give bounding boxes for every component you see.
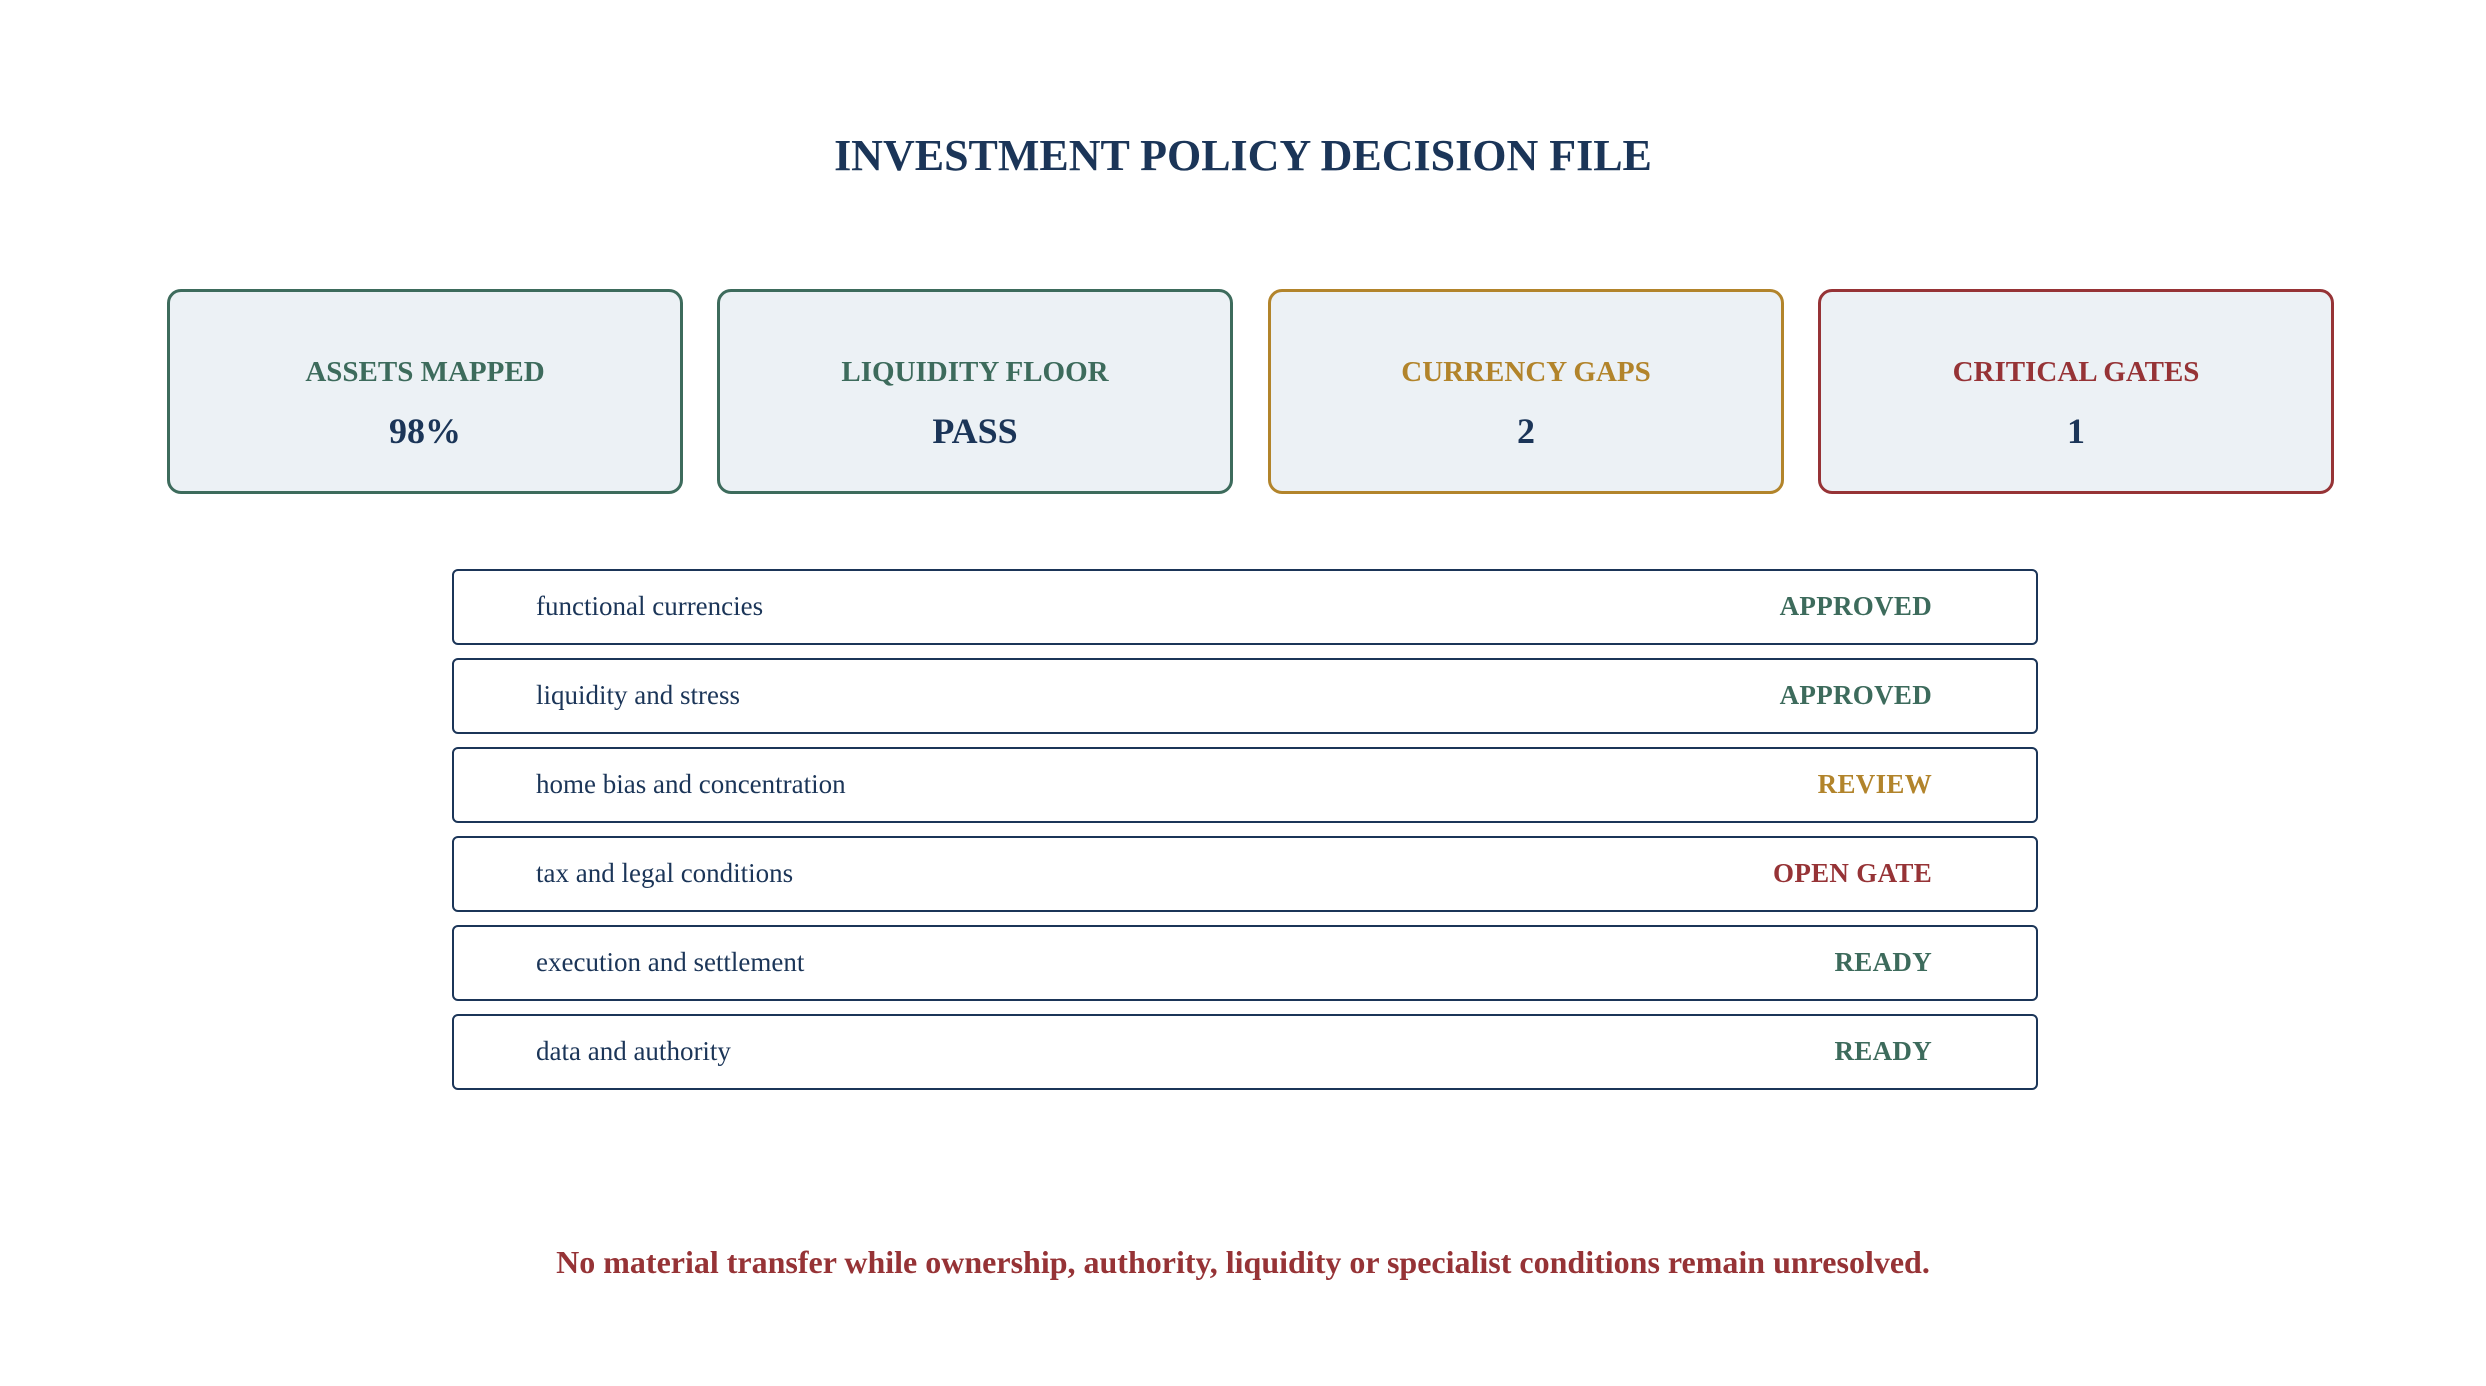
kpi-card-liquidity-floor — [717, 289, 1233, 494]
page-title: INVESTMENT POLICY DECISION FILE — [834, 131, 1652, 180]
kpi-card-currency-gaps — [1268, 289, 1784, 494]
footer-warning: No material transfer while ownership, authority, liquidity or specialist conditions remain unresolved. — [556, 1244, 1930, 1280]
kpi-value: 2 — [1517, 411, 1535, 451]
checklist-row-liquidity-stress — [452, 658, 2038, 734]
checklist-status-badge: READY — [1834, 1036, 1932, 1066]
kpi-label: ASSETS MAPPED — [305, 356, 545, 388]
checklist-item-label: liquidity and stress — [536, 680, 740, 710]
kpi-card-critical-gates — [1818, 289, 2334, 494]
checklist-item-label: tax and legal conditions — [536, 858, 794, 888]
checklist-status-badge: OPEN GATE — [1773, 858, 1932, 888]
checklist-row-data-authority — [452, 1014, 2038, 1090]
checklist-item-label: data and authority — [536, 1036, 731, 1066]
kpi-value: 1 — [2067, 411, 2085, 451]
checklist-item-label: home bias and concentration — [536, 769, 846, 799]
checklist-status-badge: APPROVED — [1779, 680, 1932, 710]
kpi-label: CURRENCY GAPS — [1401, 356, 1651, 388]
checklist-item-label: functional currencies — [536, 591, 764, 621]
checklist-row-tax-legal — [452, 836, 2038, 912]
checklist-row-functional-currencies — [452, 569, 2038, 645]
kpi-value: PASS — [932, 411, 1018, 451]
checklist-status-badge: APPROVED — [1779, 591, 1932, 621]
checklist-item-label: execution and settlement — [536, 947, 805, 977]
kpi-card-assets-mapped — [167, 289, 683, 494]
decision-checklist — [452, 569, 2038, 1103]
kpi-summary-row — [167, 289, 2339, 492]
checklist-status-badge: READY — [1834, 947, 1932, 977]
checklist-row-home-bias — [452, 747, 2038, 823]
checklist-status-badge: REVIEW — [1817, 769, 1932, 799]
kpi-label: CRITICAL GATES — [1952, 356, 2200, 388]
kpi-value: 98% — [389, 411, 461, 451]
checklist-row-execution-settlement — [452, 925, 2038, 1001]
kpi-label: LIQUIDITY FLOOR — [841, 356, 1109, 388]
